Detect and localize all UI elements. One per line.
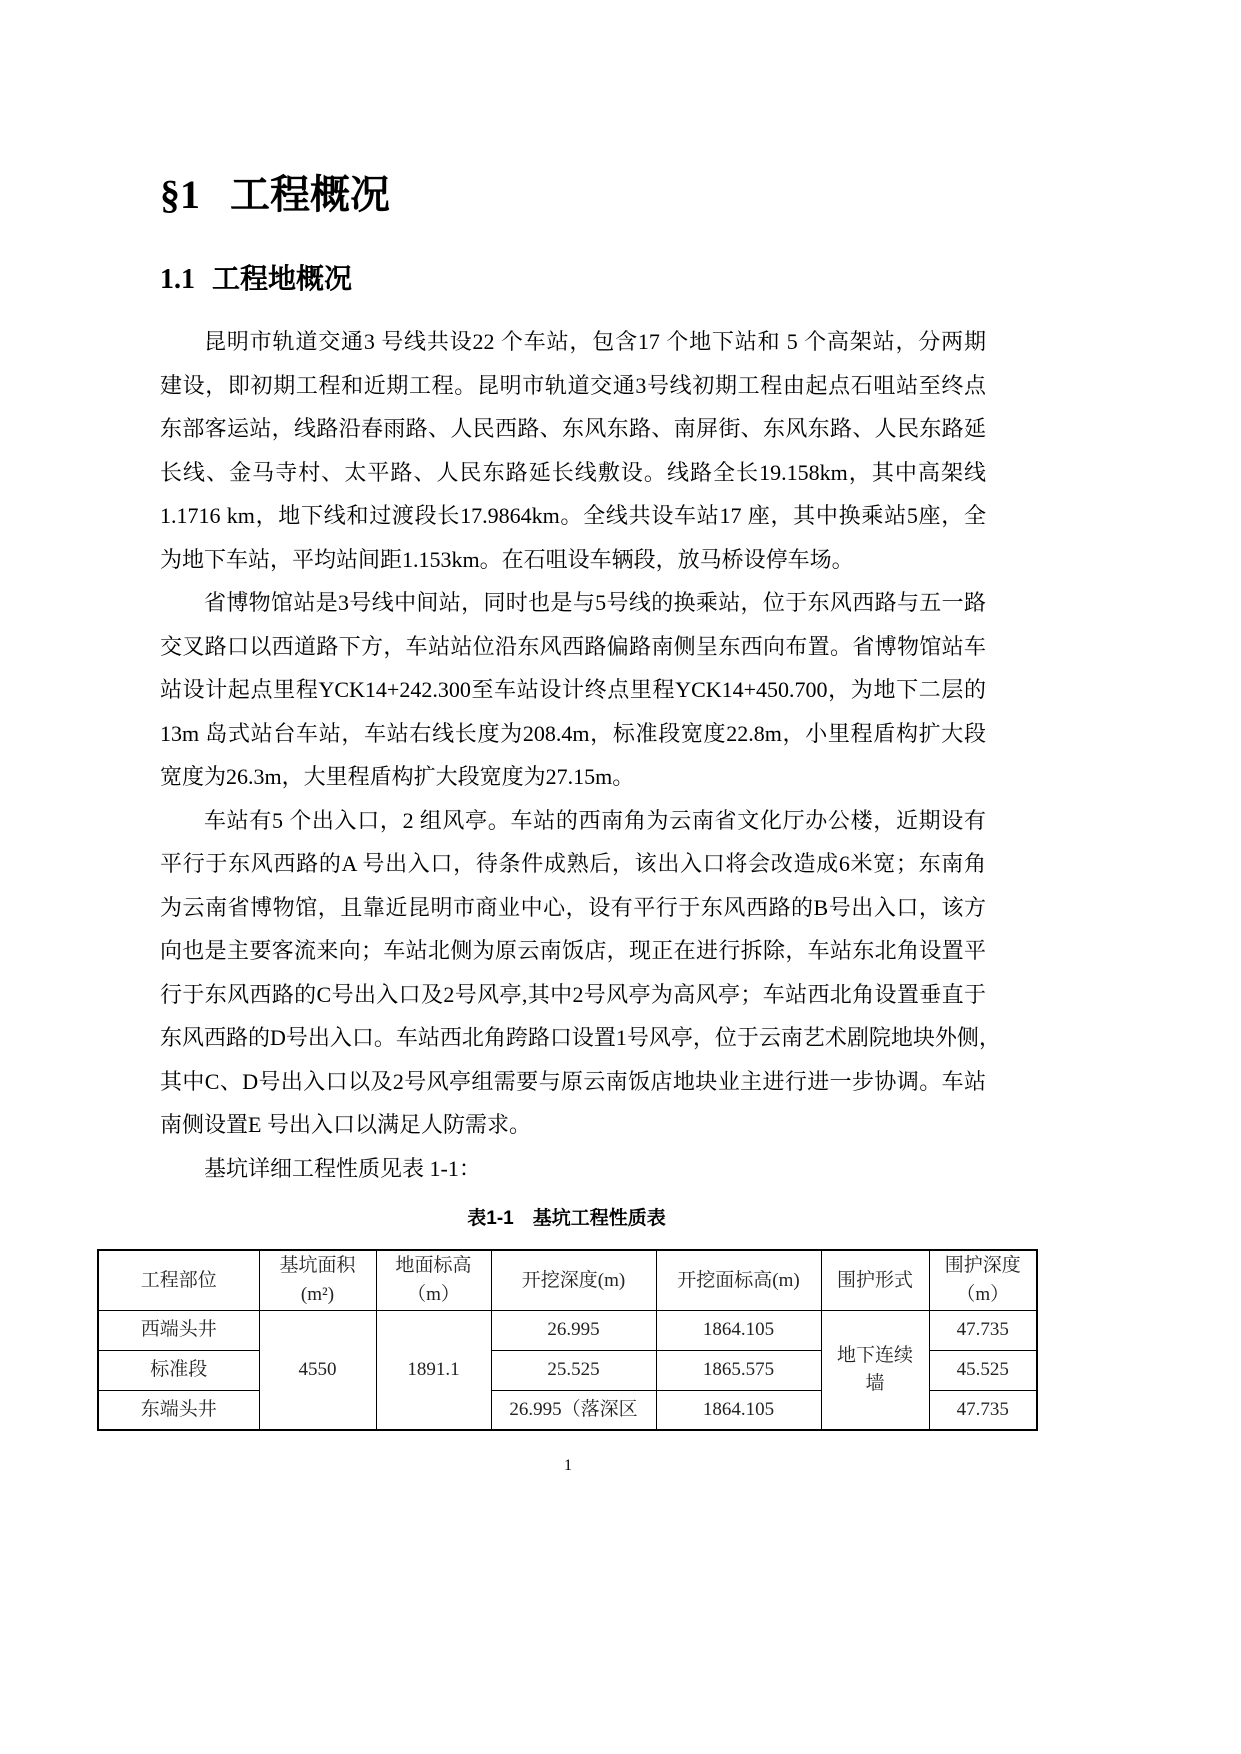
header-label: 基坑面积 [279,1255,356,1277]
text-line: 南侧设置E 号出入口以满足人防需求。 [160,1112,531,1137]
text-line: 宽度为26.3m，大里程盾构扩大段宽度为27.15m。 [160,764,635,789]
header-cell-engineering-part [98,1250,259,1310]
cell-excavation-depth: 25.525 [491,1350,656,1390]
cell-excavation-depth: 26.995（落深区 [491,1390,656,1430]
text-line: 基坑详细工程性质见表 1-1： [204,1155,481,1181]
header-label: 围护形式 [836,1269,913,1291]
cell-excavation-elevation: 1864.105 [656,1390,821,1430]
cell-excavation-depth: 26.995 [491,1310,656,1350]
paragraph [160,1147,986,1191]
header-cell-ground-elevation [376,1250,491,1310]
header-cell-retaining-type [821,1250,929,1310]
cell-retaining-depth: 45.525 [929,1350,1037,1390]
text-line: 其中C、D号出入口以及2号风亭组需要与原云南饭店地块业主进行进一步协调。车站 [160,1068,986,1094]
header-cell-excavation-elevation [656,1250,821,1310]
text-line: 东风西路的D号出入口。车站西北角跨路口设置1号风亭，位于云南艺术剧院地块外侧， [160,1025,1001,1050]
table-body [98,1310,1037,1430]
paragraph [160,799,1001,1147]
table-caption: 表1-1 基坑工程性质表 [467,1208,666,1229]
text-line: 平行于东风西路的A 号出入口，待条件成熟后，该出入口将会改造成6米宽；东南角 [160,851,986,876]
page-number: 1 [564,1457,572,1474]
cell-pit-area: 4550 [259,1310,376,1430]
header-unit: （m） [407,1284,460,1306]
text-line: 车站有5 个出入口，2 组风亭。车站的西南角为云南省文化厅办公楼，近期设有 [204,807,986,833]
cell-part: 东端头井 [98,1390,259,1430]
header-cell-excavation-depth [491,1250,656,1310]
section-heading: 1.1 工程地概况 [160,264,353,295]
body-text [160,320,1001,1190]
text-line: 交叉路口以西道路下方，车站站位沿东风西路偏路南侧呈东西向布置。省博物馆站车 [160,633,986,659]
header-unit: （m） [956,1284,1010,1306]
text-line: 为云南省博物馆，且靠近昆明市商业中心，设有平行于东风西路的B号出入口，该方 [160,894,986,920]
text-line: 站设计起点里程YCK14+242.300至车站设计终点里程YCK14+450.700，为地下二层的 [160,677,986,702]
cell-part: 西端头井 [98,1310,259,1350]
foundation-pit-table [97,1249,1038,1431]
text-line: 1.1716 km，地下线和过渡段长17.9864km。全线共设车站17 座，其中换乘站5座，全 [160,503,986,528]
paragraph [160,320,986,581]
header-label: 围护深度 [944,1255,1021,1277]
cell-part: 标准段 [98,1350,259,1390]
header-unit: (m²) [300,1284,335,1306]
cell-retaining-depth: 47.735 [929,1390,1037,1430]
text-line: 向也是主要客流来向；车站北侧为原云南饭店，现正在进行拆除，车站东北角设置平 [160,938,986,963]
text-line: 13m 岛式站台车站，车站右线长度为208.4m，标准段宽度22.8m，小里程盾构扩大段 [160,720,986,746]
text-line: 为地下车站，平均站间距1.153km。在石咀设车辆段，放马桥设停车场。 [160,546,854,572]
header-label: 开挖面标高(m) [677,1269,800,1291]
table-row [98,1310,1037,1350]
cell-excavation-elevation: 1864.105 [656,1310,821,1350]
text-line: 建设，即初期工程和近期工程。昆明市轨道交通3号线初期工程由起点石咀站至终点 [160,372,986,398]
paragraph [160,581,986,799]
text-line: 昆明市轨道交通3 号线共设22 个车站，包含17 个地下站和 5 个高架站，分两期 [204,329,986,354]
text-line: 省博物馆站是3号线中间站，同时也是与5号线的换乘站，位于东风西路与五一路 [204,590,986,615]
table-header-row [98,1250,1037,1310]
cell-retaining-type: 地下连续墙 [821,1310,929,1430]
cell-retaining-depth: 47.735 [929,1310,1037,1350]
text-line: 行于东风西路的C号出入口及2号风亭,其中2号风亭为高风亭；车站西北角设置垂直于 [160,981,986,1007]
table-head [98,1250,1037,1310]
chapter-title: §1 工程概况 [160,172,390,217]
cell-ground-elevation: 1891.1 [376,1310,491,1430]
header-cell-retaining-depth [929,1250,1037,1310]
header-label: 工程部位 [140,1269,217,1291]
text-line: 东部客运站，线路沿春雨路、人民西路、东风东路、南屏街、东风东路、人民东路延 [160,416,986,441]
cell-excavation-elevation: 1865.575 [656,1350,821,1390]
header-label: 地面标高 [395,1255,472,1277]
text-line: 长线、金马寺村、太平路、人民东路延长线敷设。线路全长19.158km，其中高架线 [160,459,986,485]
header-label: 开挖深度(m) [521,1269,626,1291]
header-cell-pit-area [259,1250,376,1310]
